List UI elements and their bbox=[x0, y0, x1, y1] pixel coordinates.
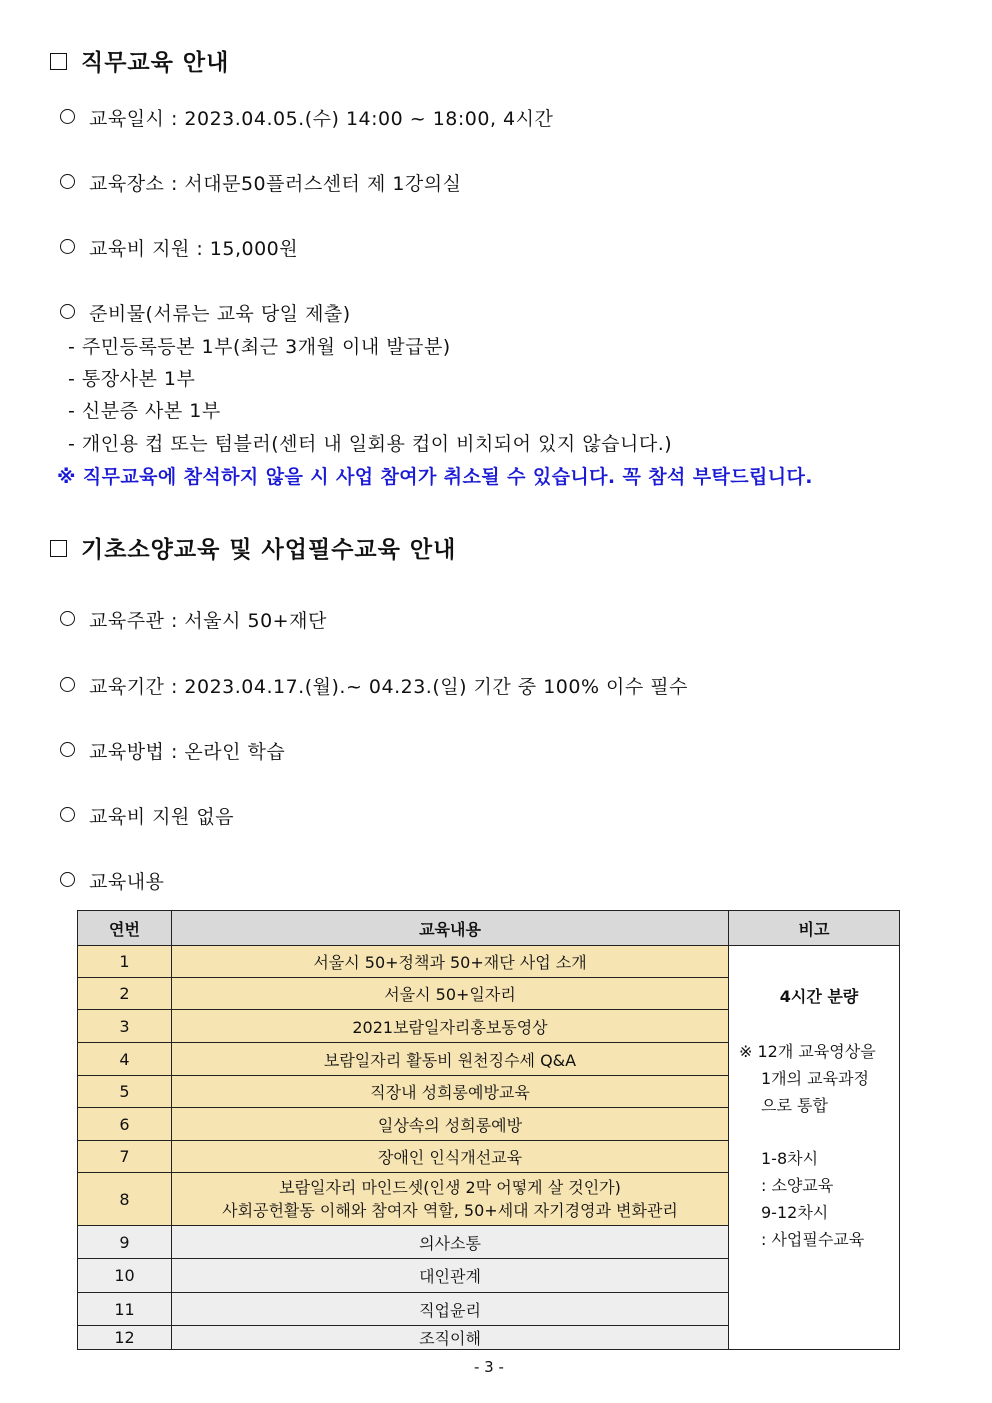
item-text: 교육주관 : 서울시 50+재단 bbox=[89, 610, 327, 632]
row-content: 조직이해 bbox=[172, 1326, 729, 1350]
row-no: 8 bbox=[78, 1173, 172, 1226]
row-content: 의사소통 bbox=[172, 1226, 729, 1259]
row-content-line: 보람일자리 마인드셋(인생 2막 어떻게 살 것인가) bbox=[279, 1178, 621, 1197]
circle-bullet-icon bbox=[60, 239, 75, 254]
list-item bbox=[60, 234, 298, 261]
sub-item: - 통장사본 1부 bbox=[68, 368, 196, 390]
circle-bullet-icon bbox=[60, 872, 75, 887]
section2-heading-text: 기초소양교육 및 사업필수교육 안내 bbox=[81, 537, 457, 563]
section1-heading bbox=[50, 44, 229, 77]
item-text: 교육일시 : 2023.04.05.(수) 14:00 ~ 18:00, 4시간 bbox=[89, 108, 554, 130]
circle-bullet-icon bbox=[60, 304, 75, 319]
row-content-line: 사회공헌활동 이해와 참여자 역할, 50+세대 자기경영과 변화관리 bbox=[222, 1201, 678, 1220]
item-text: 교육비 지원 : 15,000원 bbox=[89, 238, 299, 260]
header-content: 교육내용 bbox=[172, 911, 729, 946]
table-header-row bbox=[78, 911, 900, 946]
header-no: 연번 bbox=[78, 911, 172, 946]
note-line: 으로 통합 bbox=[761, 1095, 828, 1115]
item-text: 준비물(서류는 교육 당일 제출) bbox=[89, 303, 351, 325]
list-item bbox=[60, 802, 234, 829]
note-line: 1개의 교육과정 bbox=[761, 1068, 870, 1088]
row-content: 서울시 50+정책과 50+재단 사업 소개 bbox=[172, 946, 729, 978]
circle-bullet-icon bbox=[60, 109, 75, 124]
note-line: : 사업필수교육 bbox=[761, 1229, 865, 1249]
sub-item: - 주민등록등본 1부(최근 3개월 이내 발급분) bbox=[68, 336, 451, 358]
row-no: 9 bbox=[78, 1226, 172, 1259]
circle-bullet-icon bbox=[60, 742, 75, 757]
item-text: 교육내용 bbox=[89, 871, 165, 893]
section2-heading bbox=[50, 531, 456, 564]
circle-bullet-icon bbox=[60, 677, 75, 692]
list-item bbox=[60, 169, 462, 196]
square-bullet-icon bbox=[50, 53, 67, 70]
row-content bbox=[172, 1173, 729, 1226]
education-table bbox=[77, 910, 900, 1350]
row-no: 4 bbox=[78, 1043, 172, 1076]
note-duration: 4시간 분량 bbox=[779, 986, 859, 1006]
list-item bbox=[60, 867, 164, 894]
sub-item: - 개인용 컵 또는 텀블러(센터 내 일회용 컵이 비치되어 있지 않습니다.) bbox=[68, 433, 673, 455]
notice-text: ※ 직무교육에 참석하지 않을 시 사업 참여가 취소될 수 있습니다. 꼭 참석 부탁드립니다. bbox=[57, 466, 813, 488]
section1-heading-text: 직무교육 안내 bbox=[81, 50, 230, 76]
row-no: 7 bbox=[78, 1141, 172, 1173]
row-no: 12 bbox=[78, 1326, 172, 1350]
list-item bbox=[60, 737, 285, 764]
list-item bbox=[60, 299, 351, 326]
row-content: 직업윤리 bbox=[172, 1293, 729, 1326]
list-item bbox=[60, 104, 553, 131]
row-no: 5 bbox=[78, 1076, 172, 1108]
row-no: 6 bbox=[78, 1108, 172, 1141]
row-no: 3 bbox=[78, 1010, 172, 1043]
page-number: - 3 - bbox=[474, 1358, 504, 1376]
note-line: : 소양교육 bbox=[761, 1175, 834, 1195]
row-no: 10 bbox=[78, 1259, 172, 1293]
circle-bullet-icon bbox=[60, 174, 75, 189]
list-item bbox=[60, 672, 688, 699]
row-content: 대인관계 bbox=[172, 1259, 729, 1293]
item-text: 교육장소 : 서대문50플러스센터 제 1강의실 bbox=[89, 173, 462, 195]
item-text: 교육방법 : 온라인 학습 bbox=[89, 741, 286, 763]
row-no: 1 bbox=[78, 946, 172, 978]
row-content: 장애인 인식개선교육 bbox=[172, 1141, 729, 1173]
square-bullet-icon bbox=[50, 540, 67, 557]
item-text: 교육기간 : 2023.04.17.(월).~ 04.23.(일) 기간 중 100% 이수 필수 bbox=[89, 676, 689, 698]
row-no: 11 bbox=[78, 1293, 172, 1326]
row-content: 일상속의 성희롱예방 bbox=[172, 1108, 729, 1141]
list-item bbox=[60, 606, 327, 633]
row-content: 2021보람일자리홍보동영상 bbox=[172, 1010, 729, 1043]
note-line: 1-8차시 bbox=[761, 1148, 819, 1168]
header-note: 비고 bbox=[729, 911, 900, 946]
circle-bullet-icon bbox=[60, 807, 75, 822]
item-text: 교육비 지원 없음 bbox=[89, 806, 235, 828]
note-line: 9-12차시 bbox=[761, 1202, 829, 1222]
table-row bbox=[78, 946, 900, 978]
note-cell bbox=[729, 946, 900, 1350]
note-line: ※ 12개 교육영상을 bbox=[739, 1041, 876, 1061]
sub-item: - 신분증 사본 1부 bbox=[68, 400, 221, 422]
row-no: 2 bbox=[78, 978, 172, 1010]
circle-bullet-icon bbox=[60, 611, 75, 626]
row-content: 서울시 50+일자리 bbox=[172, 978, 729, 1010]
row-content: 직장내 성희롱예방교육 bbox=[172, 1076, 729, 1108]
row-content: 보람일자리 활동비 원천징수세 Q&A bbox=[172, 1043, 729, 1076]
